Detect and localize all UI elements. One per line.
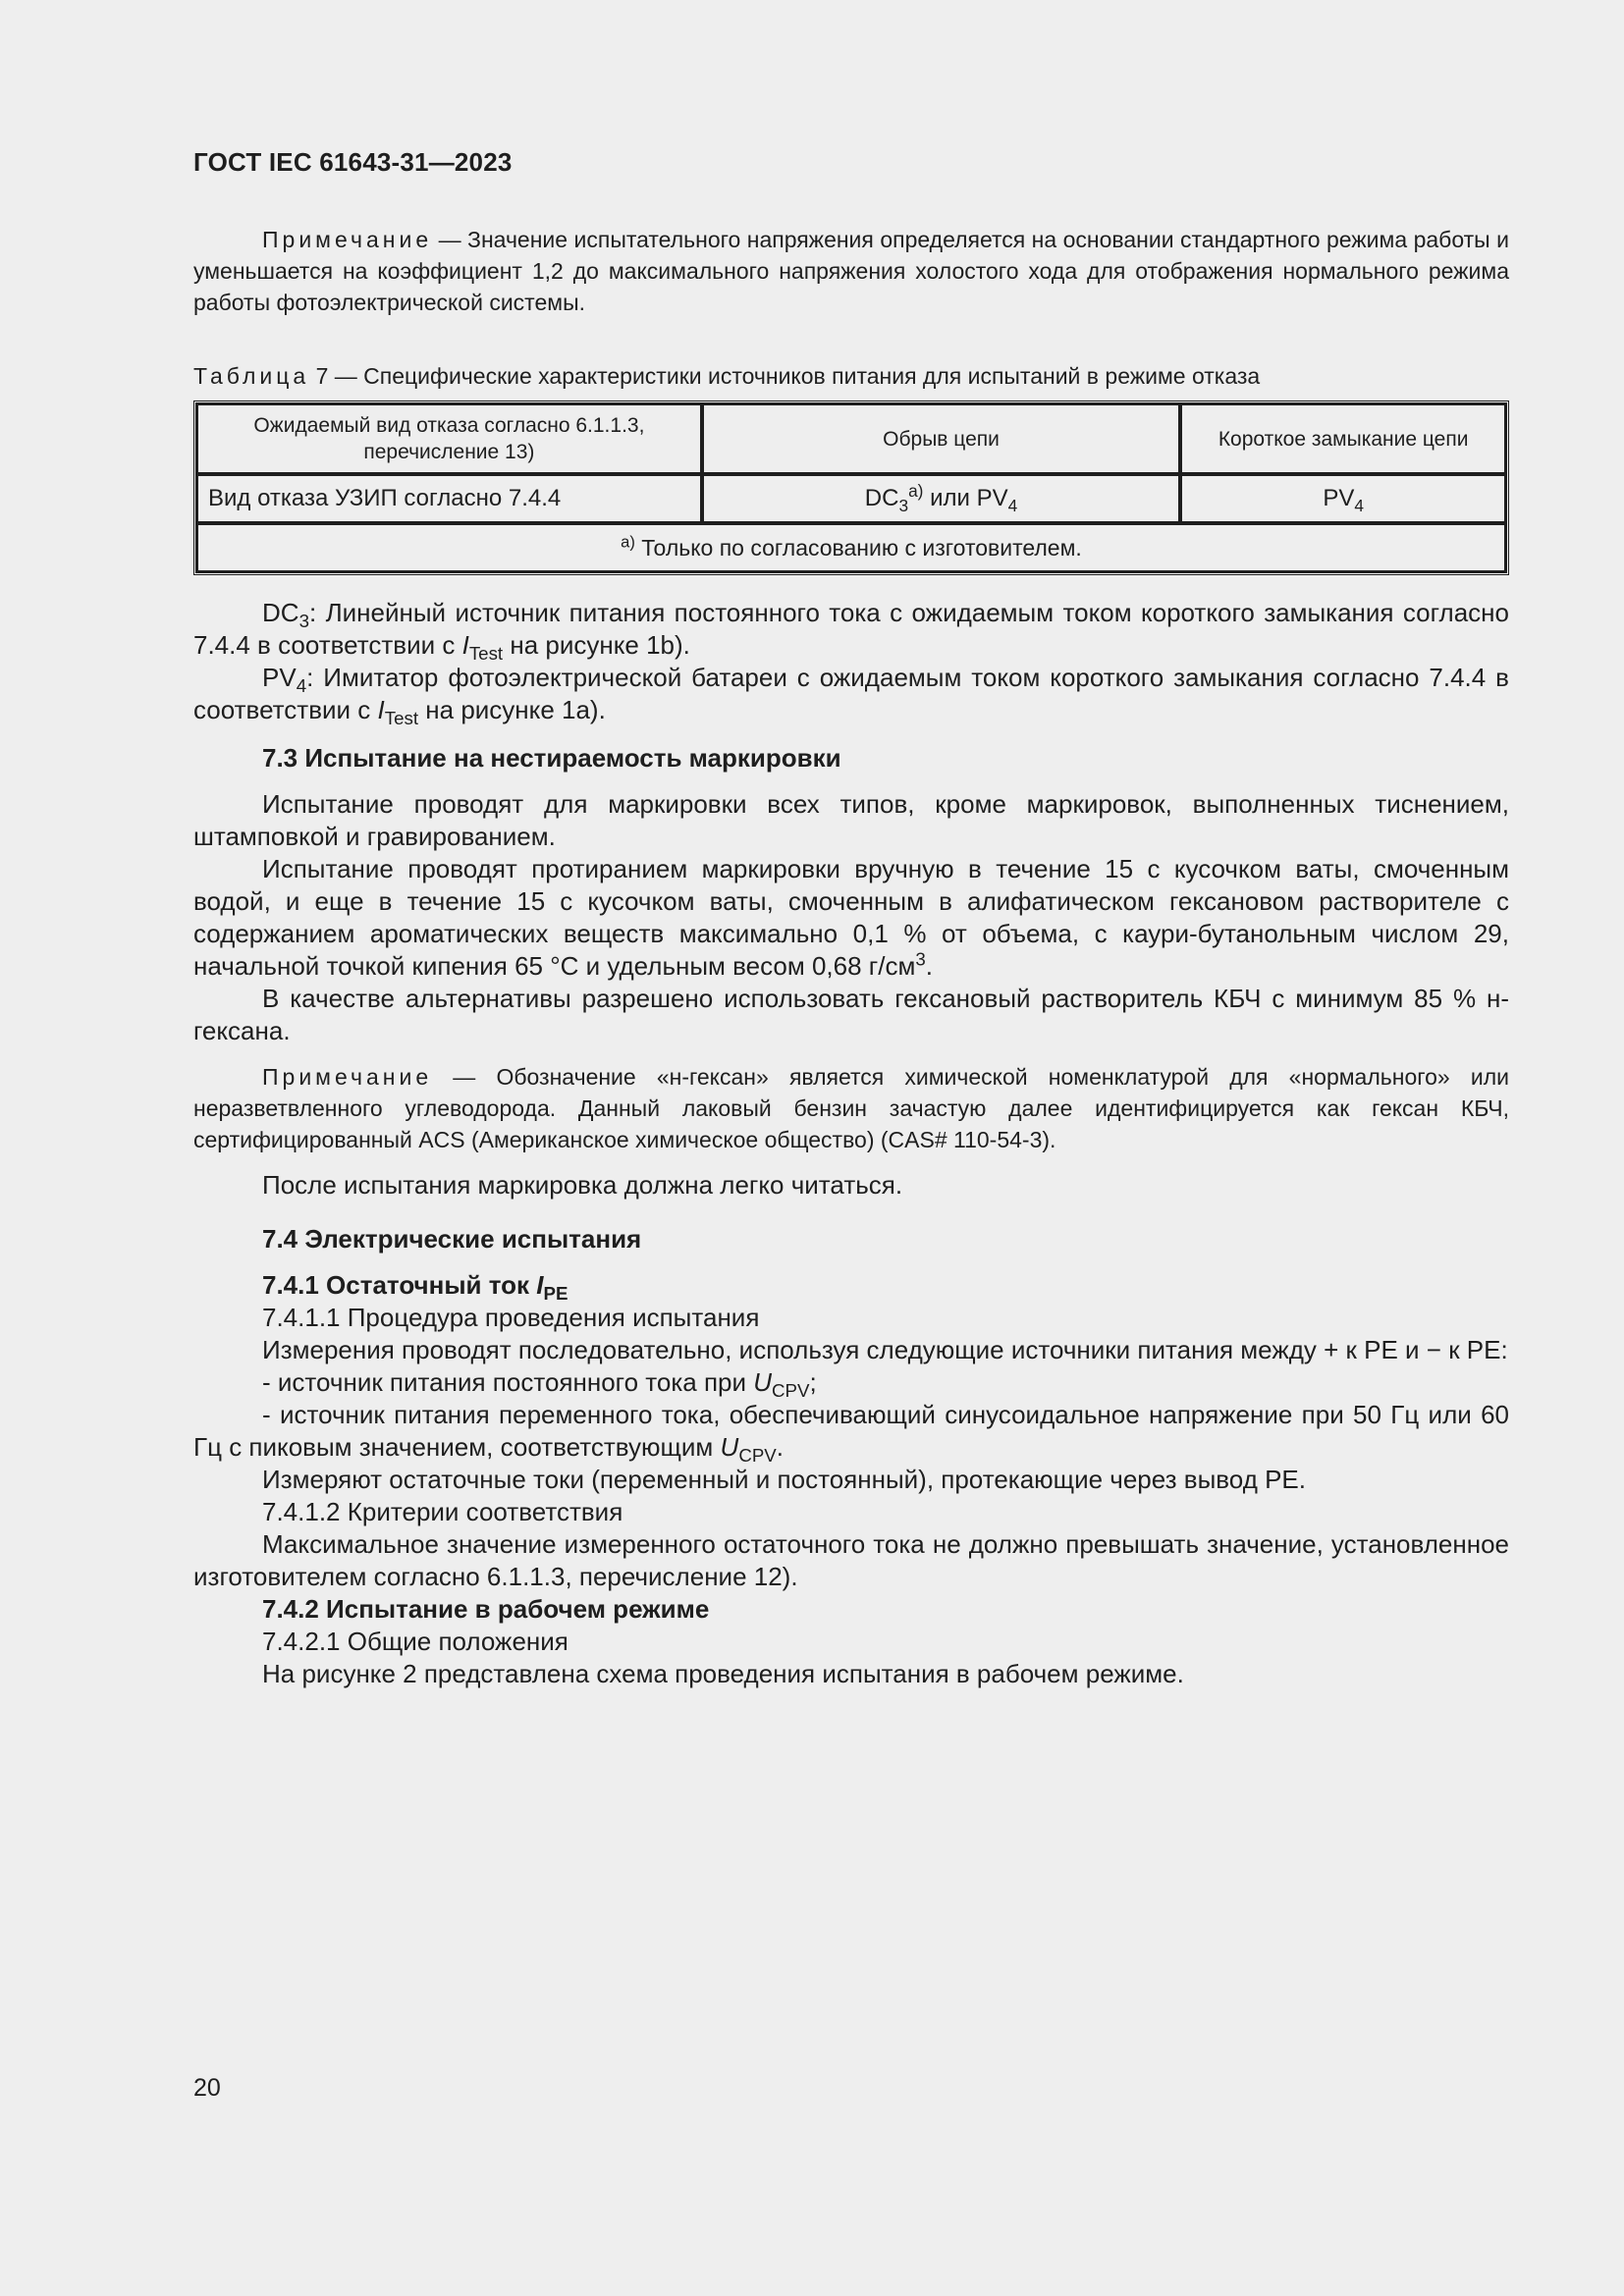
term: PV	[262, 663, 297, 692]
list-text: .	[776, 1432, 785, 1462]
cell-text: или PV	[923, 485, 1008, 511]
table-footnote	[196, 523, 1506, 572]
superscript: 3	[915, 948, 926, 970]
definition-text: : Имитатор фотоэлектрической батареи с ожидаемым током короткого замыкания согласно 7.4.4 в соответствии с	[193, 663, 1509, 724]
paragraph: Измерения проводят последовательно, используя следующие источники питания между + к PE и − к PE:	[262, 1335, 1508, 1364]
symbol-subscript: Test	[384, 708, 419, 729]
cell-subscript: 4	[1007, 495, 1018, 515]
section-7-3-title: 7.3 Испытание на нестираемость маркировки	[262, 743, 841, 773]
cell-text: PV	[1323, 485, 1355, 511]
cell-subscript: 3	[898, 495, 909, 515]
paragraph: После испытания маркировка должна легко читаться.	[262, 1170, 903, 1200]
paragraph: Испытание проводят для маркировки всех типов, кроме маркировок, выполненных тиснением, штамповкой и гравированием.	[193, 789, 1509, 851]
note-label: Примечание	[262, 1064, 433, 1090]
table-7	[193, 400, 1509, 575]
footnote-marker: a)	[908, 481, 924, 501]
table-header-cell: Обрыв цепи	[702, 403, 1180, 474]
pv4-definition	[193, 662, 1509, 729]
symbol-subscript: PE	[543, 1283, 568, 1305]
heading-text: 7.4.1 Остаточный ток	[262, 1270, 537, 1300]
paragraph: В качестве альтернативы разрешено использовать гексановый растворитель КБЧ с минимум 85 % н-гексана.	[193, 984, 1509, 1045]
symbol-subscript: Test	[468, 643, 504, 665]
table-caption-text: 7 — Специфические характеристики источников питания для испытаний в режиме отказа	[309, 363, 1261, 389]
section-7-4-2-title: 7.4.2 Испытание в рабочем режиме	[262, 1594, 710, 1624]
subsection-7-4-1-2: 7.4.1.2 Критерии соответствия	[262, 1497, 623, 1526]
section-7-4-title: 7.4 Электрические испытания	[262, 1224, 642, 1254]
footnote-marker: a)	[621, 531, 635, 551]
note-hexane	[193, 1061, 1509, 1155]
page-body	[193, 224, 1509, 1690]
term-subscript: 3	[298, 611, 309, 632]
subsection-7-4-2-1: 7.4.2.1 Общие положения	[262, 1627, 568, 1656]
paragraph-text: Испытание проводят протиранием маркировки вручную в течение 15 с кусочком ваты, смоченным водой, и еще в течение 15 с кусочком ваты, смоченным в алифатическом гексановом растворителе с содержанием ароматических веществ максимально 0,1 % от объема, с каури-бутанольным числом 29, начальной точкой кипения 65 °С и удельным весом 0,68 г/см	[193, 854, 1509, 981]
table-header-cell: Ожидаемый вид отказа согласно 6.1.1.3, перечисление 13)	[196, 403, 702, 474]
cell-text: DC	[864, 485, 899, 511]
section-7-4-1-title	[193, 1269, 1509, 1305]
symbol-subscript: CPV	[772, 1380, 810, 1402]
table-row	[196, 474, 1506, 523]
list-text: - источник питания постоянного тока при	[262, 1367, 754, 1397]
note-test-voltage	[193, 224, 1509, 318]
paragraph: На рисунке 2 представлена схема проведения испытания в рабочем режиме.	[262, 1659, 1184, 1688]
definition-text: : Линейный источник питания постоянного тока с ожидаемым током короткого замыкания согласно 7.4.4 в соответствии с	[193, 598, 1509, 660]
list-text: - источник питания переменного тока, обеспечивающий синусоидальное напряжение при 50 Гц или 60 Гц с пиковым значением, соответствующим	[193, 1400, 1509, 1462]
table-footnote-row	[196, 523, 1506, 572]
note-text: — Значение испытательного напряжения определяется на основании стандартного режима работы и уменьшается на коэффициент 1,2 до максимального напряжения холостого хода для отображения нормального режима работы фотоэлектрической системы.	[193, 227, 1509, 315]
page-number: 20	[193, 2074, 221, 2102]
subsection-7-4-1-1: 7.4.1.1 Процедура проведения испытания	[262, 1303, 760, 1332]
document-header: ГОСТ IEC 61643-31—2023	[193, 147, 513, 177]
paragraph-text: .	[925, 951, 934, 981]
symbol: I	[377, 695, 385, 724]
list-text: ;	[809, 1367, 817, 1397]
table-header-row	[196, 403, 1506, 474]
table-caption	[193, 361, 1509, 391]
symbol-subscript: CPV	[738, 1445, 777, 1467]
table-header-cell: Короткое замыкание цепи	[1180, 403, 1506, 474]
symbol: I	[461, 630, 469, 660]
footnote-text: Только по согласованию с изготовителем.	[634, 534, 1082, 561]
paragraph	[193, 853, 1509, 983]
symbol: U	[720, 1432, 739, 1462]
table-cell: Вид отказа УЗИП согласно 7.4.4	[196, 474, 702, 523]
paragraph: Измеряют остаточные токи (переменный и постоянный), протекающие через вывод PE.	[262, 1465, 1306, 1494]
symbol: U	[753, 1367, 773, 1397]
term-subscript: 4	[296, 675, 307, 697]
table-cell	[1180, 474, 1506, 523]
paragraph: Максимальное значение измеренного остаточного тока не должно превышать значение, установленное изготовителем согласно 6.1.1.3, перечисление 12).	[193, 1529, 1509, 1591]
table-cell	[702, 474, 1180, 523]
symbol: I	[536, 1270, 544, 1300]
cell-subscript: 4	[1354, 495, 1364, 515]
table-caption-label: Таблица	[193, 363, 310, 389]
dc3-definition	[193, 597, 1509, 665]
list-item	[193, 1399, 1509, 1467]
list-item	[193, 1366, 1509, 1402]
definition-text: на рисунке 1b).	[503, 630, 690, 660]
note-label: Примечание	[262, 227, 433, 252]
term: DC	[262, 598, 299, 627]
note-text: — Обозначение «н-гексан» является химической номенклатурой для «нормального» или неразветвленного углеводорода. Данный лаковый бензин зачастую далее идентифицируется как гексан КБЧ, сертифицированный ACS (Американское химическое общество) (CAS# 110-54-3).	[193, 1064, 1509, 1152]
definition-text: на рисунке 1a).	[418, 695, 606, 724]
